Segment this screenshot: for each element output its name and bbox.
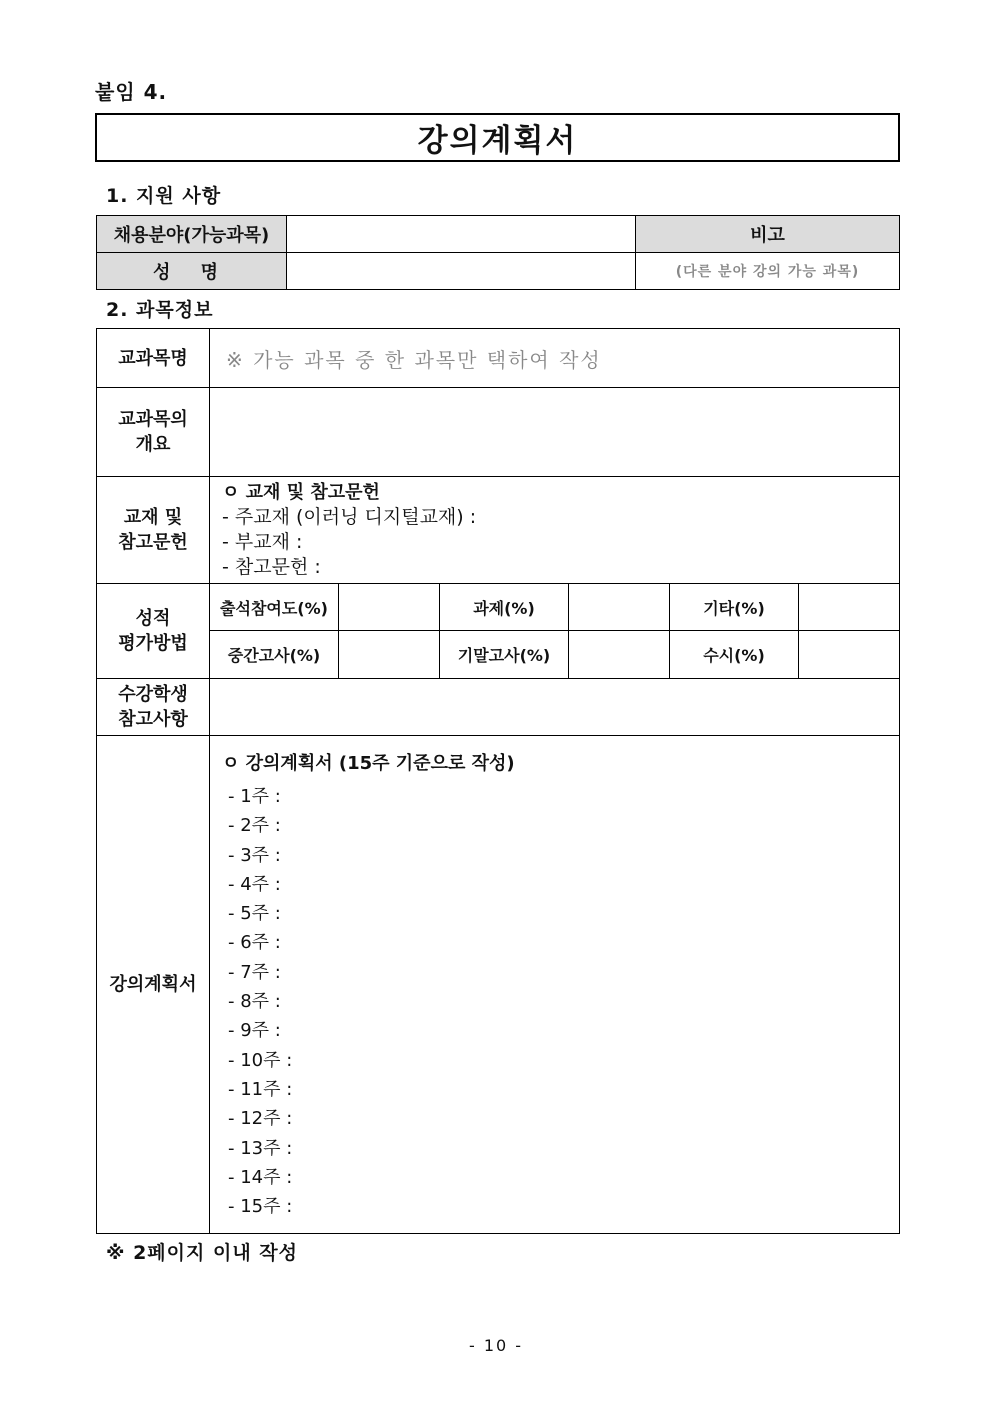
overview-label <box>97 388 210 477</box>
week-1: - 1주 : <box>228 786 281 807</box>
name-label: 성 명 <box>97 253 287 290</box>
section1-heading: 1. 지원 사항 <box>106 185 222 207</box>
grade-final-label: 기말고사(%) <box>440 631 569 679</box>
title-box <box>95 113 900 162</box>
plan-content[interactable] <box>210 736 900 1234</box>
grade-quiz-label: 수시(%) <box>670 631 799 679</box>
week-12: - 12주 : <box>228 1108 293 1130</box>
textbook-line-reference: - 참고문헌 : <box>222 556 321 578</box>
week-4: - 4주 : <box>228 873 281 895</box>
plan-heading: ㅇ 강의계획서 (15주 기준으로 작성) <box>222 753 515 774</box>
student-note-label-line2: 참고사항 <box>118 709 188 730</box>
week-8: - 8주 : <box>228 991 281 1013</box>
applicant-table <box>96 215 900 290</box>
textbook-line-main: - 주교재 (이러닝 디지털교재) : <box>222 506 477 528</box>
week-10: - 10주 : <box>228 1049 293 1071</box>
week-6: - 6주 : <box>228 932 281 954</box>
textbook-label <box>97 477 210 584</box>
course-name-label: 교과목명 <box>97 329 210 388</box>
name-input-cell[interactable] <box>287 253 636 290</box>
grading-label <box>97 584 210 679</box>
remark-note: (다른 분야 강의 가능 과목) <box>636 253 900 290</box>
document-title: 강의계획서 <box>417 123 578 159</box>
week-9: - 9주 : <box>228 1020 281 1042</box>
textbook-label-line2: 참고문헌 <box>118 532 188 553</box>
course-info-table <box>96 328 900 1234</box>
footnote: ※ 2페이지 이내 작성 <box>106 1242 299 1264</box>
remark-label: 비고 <box>636 216 900 253</box>
week-11: - 11주 : <box>228 1078 293 1100</box>
overview-label-line2: 개요 <box>135 434 171 455</box>
course-name-placeholder[interactable]: ※ 가능 과목 중 한 과목만 택하여 작성 <box>210 329 900 388</box>
grade-assignment-input[interactable] <box>569 584 670 631</box>
week-5: - 5주 : <box>228 903 281 925</box>
grade-assignment-label: 과제(%) <box>440 584 569 631</box>
week-15: - 15주 : <box>228 1196 293 1218</box>
week-3: - 3주 : <box>228 844 281 866</box>
section2-heading: 2. 과목정보 <box>106 299 214 321</box>
grade-quiz-input[interactable] <box>799 631 900 679</box>
student-note-label <box>97 679 210 736</box>
grading-label-line1: 성적 <box>135 608 171 629</box>
week-7: - 7주 : <box>228 961 281 983</box>
grade-midterm-input[interactable] <box>339 631 440 679</box>
grade-midterm-label: 중간고사(%) <box>210 631 339 679</box>
week-14: - 14주 : <box>228 1166 293 1188</box>
page-number: - 10 - <box>468 1336 524 1355</box>
textbook-content[interactable] <box>210 477 900 584</box>
grade-final-input[interactable] <box>569 631 670 679</box>
overview-label-line1: 교과목의 <box>118 409 188 430</box>
overview-input-cell[interactable] <box>210 388 900 477</box>
grade-other-input[interactable] <box>799 584 900 631</box>
textbook-heading: ㅇ 교재 및 참고문헌 <box>222 482 380 503</box>
textbook-line-sub: - 부교재 : <box>222 531 303 553</box>
field-input-cell[interactable] <box>287 216 636 253</box>
grade-other-label: 기타(%) <box>670 584 799 631</box>
week-13: - 13주 : <box>228 1137 293 1159</box>
student-note-label-line1: 수강학생 <box>118 684 188 705</box>
field-label: 채용분야(가능과목) <box>97 216 287 253</box>
grade-attendance-label: 출석참여도(%) <box>210 584 339 631</box>
plan-label: 강의계획서 <box>97 736 210 1234</box>
attachment-label: 붙임 4. <box>95 80 168 104</box>
grading-label-line2: 평가방법 <box>118 633 188 654</box>
grade-attendance-input[interactable] <box>339 584 440 631</box>
week-2: - 2주 : <box>228 815 281 837</box>
textbook-label-line1: 교재 및 <box>123 507 183 528</box>
student-note-input[interactable] <box>210 679 900 736</box>
